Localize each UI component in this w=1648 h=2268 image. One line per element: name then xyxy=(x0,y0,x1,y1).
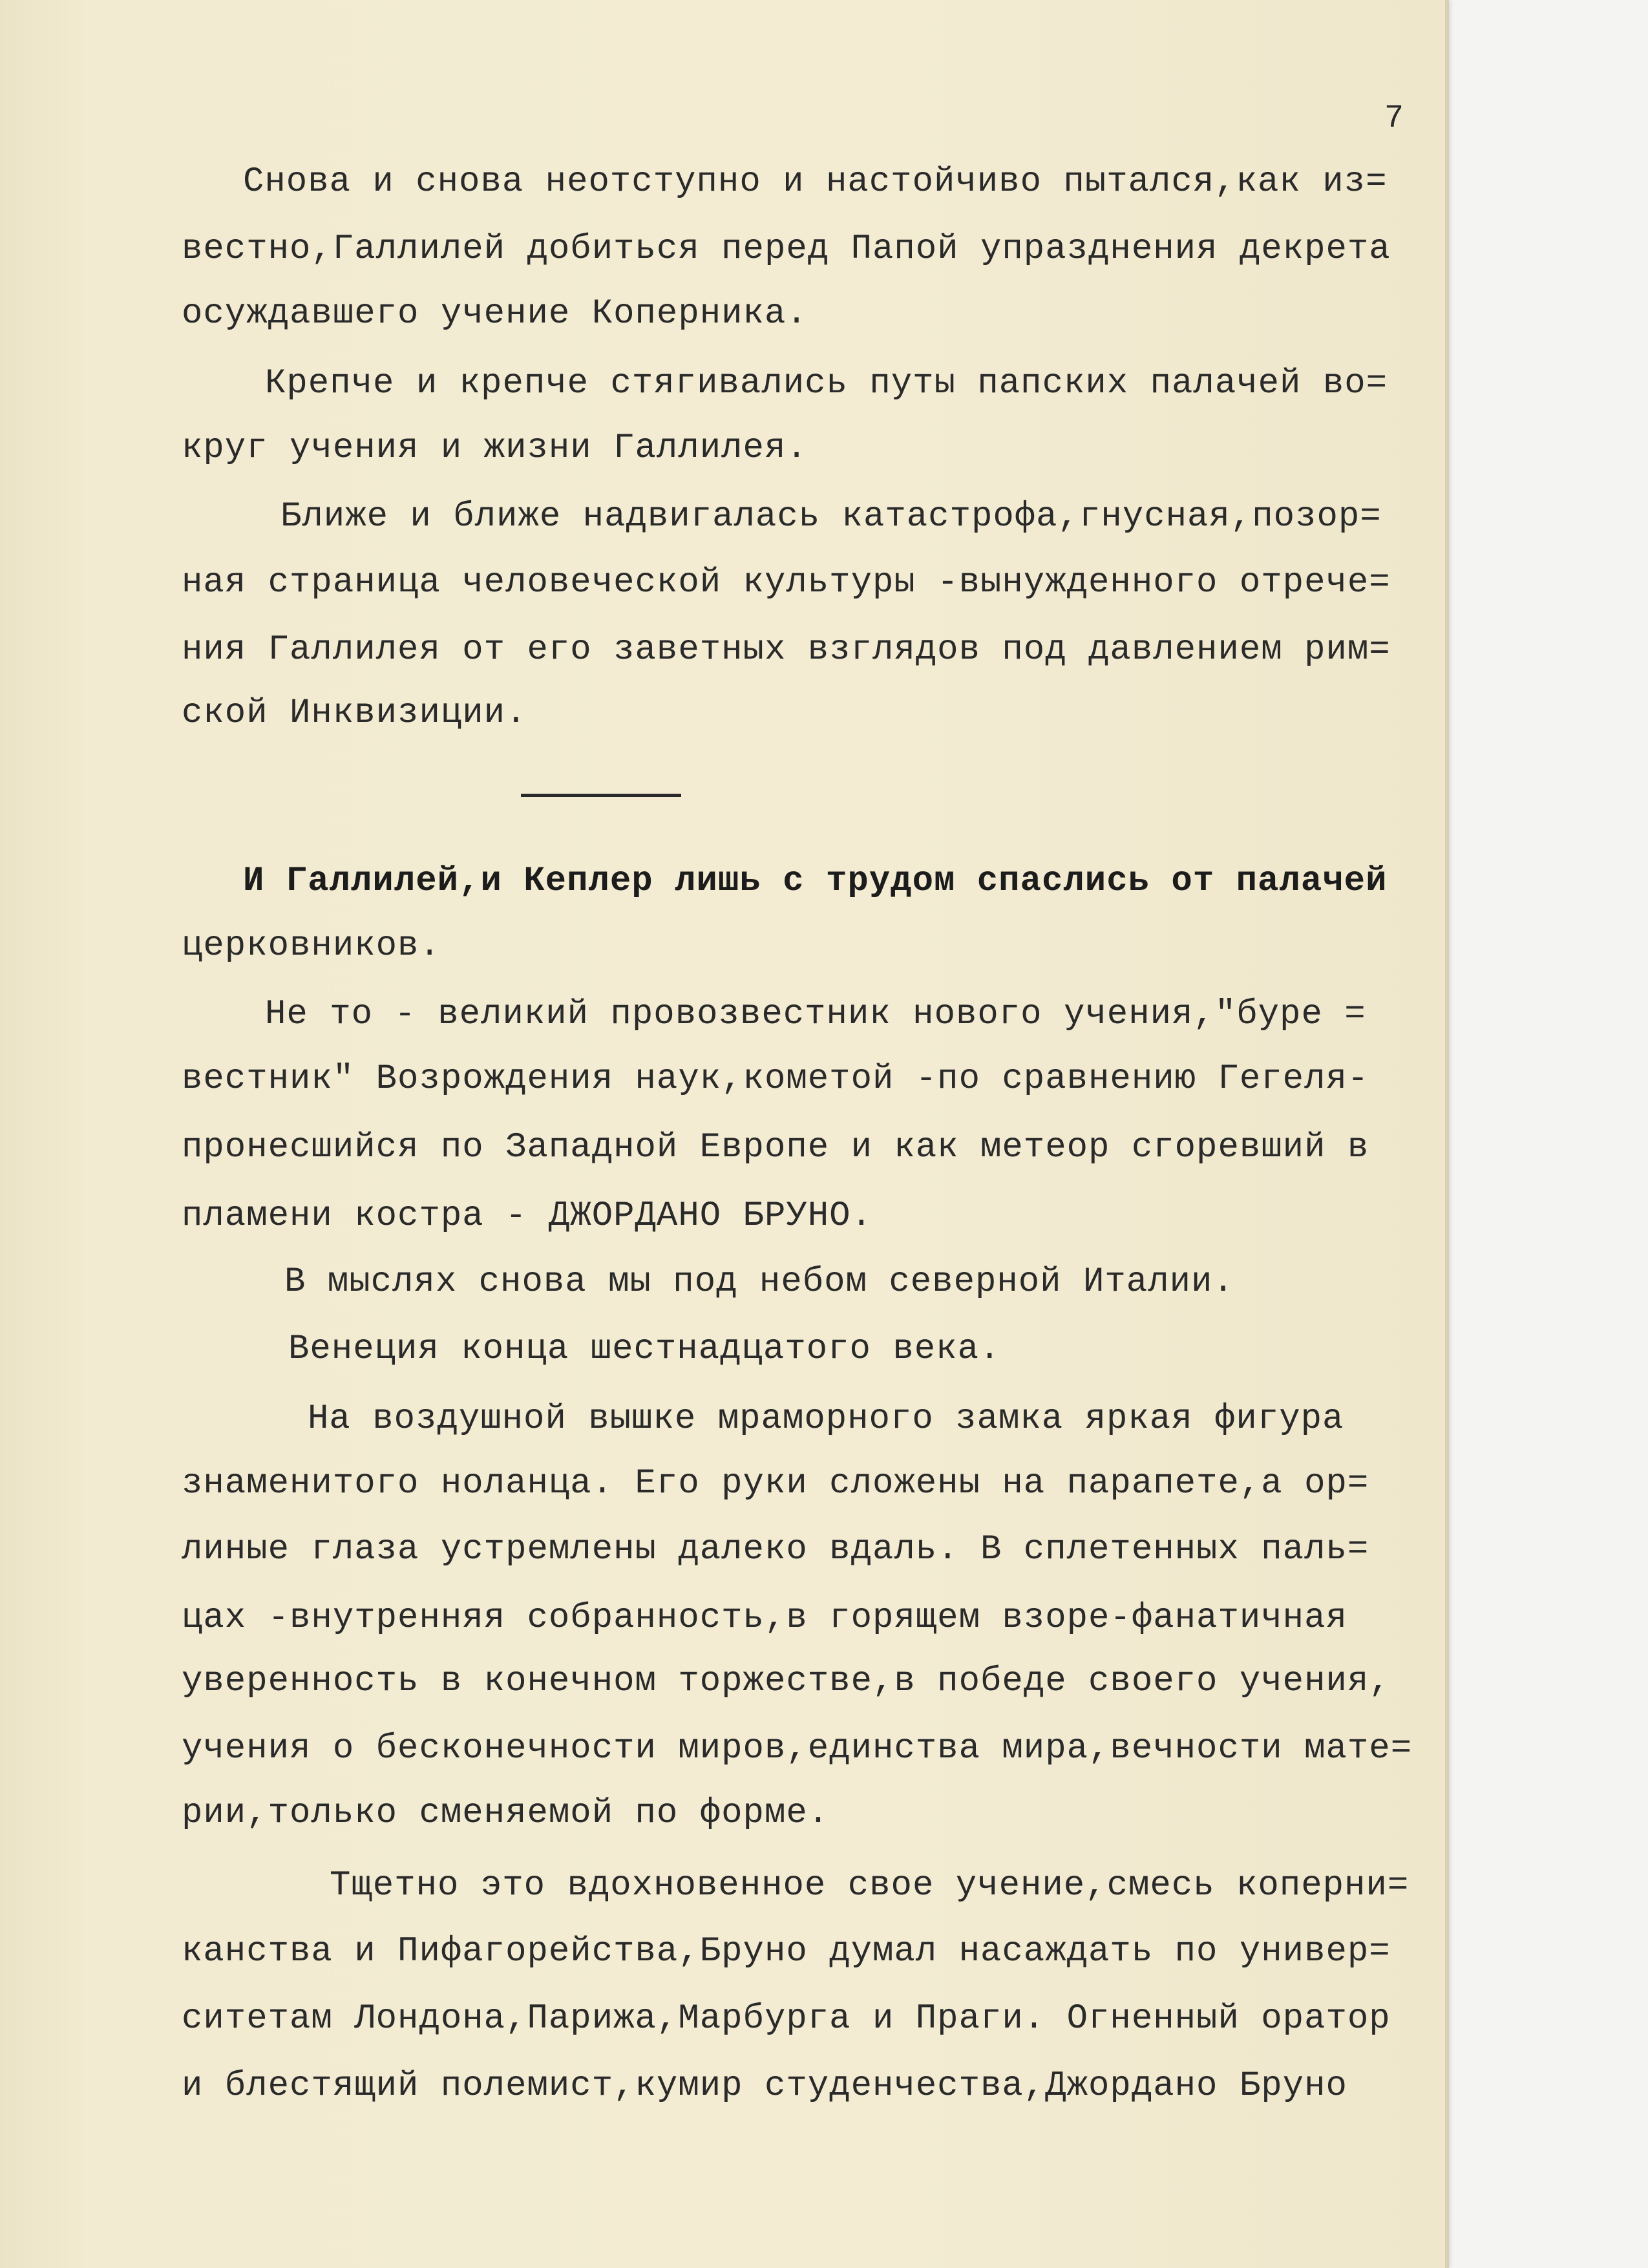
text-line: Ближе и ближе надвигалась катастрофа,гнусная,позор= xyxy=(280,497,1382,536)
text-line: И Галлилей,и Кеплер лишь с трудом спаслись от палачей xyxy=(243,862,1388,901)
text-line: церковников. xyxy=(182,926,441,966)
text-line: ситетам Лондона,Парижа,Марбурга и Праги. Огненный оратор xyxy=(182,1999,1391,2039)
page-number: 7 xyxy=(1384,100,1404,137)
text-line: Венеция конца шестнадцатого века. xyxy=(288,1330,1001,1369)
text-line: учения о бесконечности миров,единства мира,вечности мате= xyxy=(182,1729,1413,1768)
text-line: вестник" Возрождения наук,кометой -по сравнению Гегеля- xyxy=(182,1059,1369,1099)
text-line: знаменитого ноланца. Его руки сложены на парапете,а ор= xyxy=(182,1464,1369,1503)
text-line: осуждавшего учение Коперника. xyxy=(182,294,808,334)
text-line: рии,только сменяемой по форме. xyxy=(182,1794,830,1833)
paper-edge xyxy=(1445,0,1449,2268)
text-line: уверенность в конечном торжестве,в победе своего учения, xyxy=(182,1662,1391,1701)
text-line: ная страница человеческой культуры -вынужденного отрече= xyxy=(182,563,1391,602)
section-separator xyxy=(521,794,681,797)
text-line: В мыслях снова мы под небом северной Италии. xyxy=(284,1262,1234,1302)
text-line: цах -внутренняя собранность,в горящем взоре-фанатичная xyxy=(182,1598,1347,1638)
text-line: пронесшийся по Западной Европе и как метеор сгоревший в xyxy=(182,1128,1369,1167)
text-line: канства и Пифагорейства,Бруно думал насаждать по универ= xyxy=(182,1932,1391,1971)
text-line: пламени костра - ДЖОРДАНО БРУНО. xyxy=(182,1196,872,1236)
text-line: ской Инквизиции. xyxy=(182,694,527,733)
text-line: На воздушной вышке мраморного замка яркая фигура xyxy=(308,1399,1344,1439)
text-line: линые глаза устремлены далеко вдаль. В сплетенных паль= xyxy=(182,1530,1369,1569)
text-line: вестно,Галлилей добиться перед Папой упразднения декрета xyxy=(182,229,1391,269)
text-line: ния Галлилея от его заветных взглядов под давлением рим= xyxy=(182,630,1391,670)
text-line: Не то - великий провозвестник нового учения,"буре = xyxy=(265,995,1366,1034)
text-line: Тщетно это вдохновенное свое учение,смесь коперни= xyxy=(330,1866,1410,1905)
text-line: Крепче и крепче стягивались путы папских палачей во= xyxy=(265,364,1388,403)
text-line: круг учения и жизни Галлилея. xyxy=(182,429,808,468)
text-line: Снова и снова неотступно и настойчиво пытался,как из= xyxy=(243,162,1388,202)
text-line: и блестящий полемист,кумир студенчества,Джордано Бруно xyxy=(182,2066,1347,2106)
